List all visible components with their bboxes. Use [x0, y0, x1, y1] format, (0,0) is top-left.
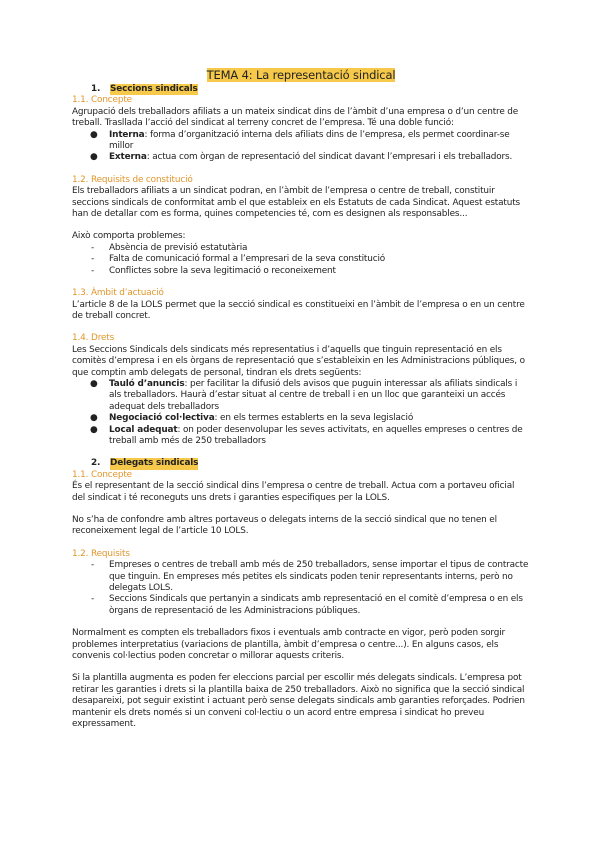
- section-heading-2: 2. Delegats sindicals: [91, 458, 199, 469]
- paragraph-concepte-2: És el representant de la secció sindical dins l’empresa o centre de treball. Actua com a portaveu oficial del sindicat i té reconeguts uns drets i garanties especifiques per la LOLS.: [72, 481, 515, 503]
- paragraph-drets: Les Seccions Sindicals dels sindicats més representatius i d’aquells que tinguin representació en els comitès d’empresa i en els òrgans de representació que s’estableixin en les Administracions públiques, o que comptin amb delegats de personal, tindran els drets següents:: [72, 344, 525, 378]
- list-item: ● Tauló d’anuncis: per facilitar la difusió dels avisos que puguin interessar als afiliats sindicals i als treballadors. Haurà d’estar situat al centre de treball i en un lloc que garanteixi un accés adequat dels treballadors: [90, 378, 518, 412]
- bullet-list-drets: [72, 379, 530, 447]
- list-item: - Seccions Sindicals que pertanyin a sindicats amb representació en el comitè d’empresa o en els òrgans de representació de les Administracions públiques.: [91, 594, 523, 616]
- subheading-requisits-2: 1.2. Requisits: [72, 548, 130, 559]
- paragraph-requisits: Els treballadors afiliats a un sindicat podran, en l’àmbit de l’empresa o centre de treball, constituir seccions sindicals de conformitat amb el que estableix en els Estatuts de cada Sindicat. Aquest estatuts han de detallar com es forma, quines competencies té, com es designen als responsables...: [72, 186, 521, 220]
- subheading-requisits-constitucio: 1.2. Requisits de constitució: [72, 174, 193, 185]
- list-item: - Conflictes sobre la seva legitimació o reconeixement: [91, 265, 336, 276]
- list-item: - Absència de previsió estatutària: [91, 242, 248, 253]
- paragraph-problemes: Això comporta problemes:: [72, 231, 186, 242]
- list-item: - Falta de comunicació formal a l’empresari de la seva constitució: [91, 254, 386, 265]
- section-heading-1: 1. Seccions sindicals: [91, 84, 198, 94]
- document-content: [72, 68, 530, 731]
- paragraph-concepte: Agrupació dels treballadors afiliats a un mateix sindicat dins de l’àmbit d’una empresa o d’un centre de treball. Trasllada l’acció del sindicat al terreny concret de l’empresa. Té una doble funció:: [72, 106, 519, 129]
- page-title: TEMA 4: La representació sindical: [206, 68, 396, 82]
- paragraph-treballadors: Normalment es compten els treballadors fixos i eventuals amb contracte en vigor, però poden sorgir problemes interpretatius (variacions de plantilla, àmbit d’empresa o centre...). En alguns casos, els convenis col·lectius poden concretar o millorar aquests criteris.: [72, 628, 506, 662]
- bullet-list-funcions: [72, 130, 530, 164]
- paragraph-ambit: L’article 8 de la LOLS permet que la secció sindical es constitueixi en l’àmbit de l’empresa o en un centre de treball concret.: [72, 299, 525, 321]
- subheading-ambit: 1.3. Àmbit d’actuació: [72, 288, 164, 299]
- paragraph-plantilla: Si la plantilla augmenta es poden fer eleccions parcial per escollir més delegats sindicals. L’empresa pot retirar les garanties i drets si la plantilla baixa de 250 treballadors. Això no significa que la secció sindical desapareixi, pot seguir existint i actuant però sense delegats sindicals amb garanties reforçades. Podrien mantenir els drets només si un conveni col·lectiu o un acord entre empresa i sindicat ho preveu expressament.: [72, 673, 525, 730]
- list-item: ● Externa: actua com òrgan de representació del sindicat davant l’empresari i els treballadors.: [90, 152, 513, 163]
- list-item: ● Negociació col·lectiva: en els termes establerts en la seva legislació: [90, 413, 414, 424]
- paragraph-confondre: No s’ha de confondre amb altres portaveus o delegats interns de la secció sindical que no tenen el reconeixement legal de l’article 10 LOLS.: [72, 515, 497, 537]
- subheading-concepte: 1.1. Concepte: [72, 95, 132, 106]
- list-item: - Empreses o centres de treball amb més de 250 treballadors, sense importar el tipus de contracte que tinguin. En empreses més petites els sindicats poden tenir representants interns, però no delegats LOLS.: [91, 560, 529, 594]
- list-item: ● Local adequat: on poder desenvolupar les seves activitats, en aquelles empreses o centres de treball amb més de 250 treballadors: [90, 424, 523, 446]
- list-item: ● Interna: forma d’organització interna dels afiliats dins de l’empresa, els permet coordinar-se millor: [90, 129, 510, 152]
- dash-list-problemes: [72, 243, 530, 277]
- subheading-drets: 1.4. Drets: [72, 333, 115, 344]
- dash-list-requisits: [72, 560, 530, 617]
- subheading-concepte-2: 1.1. Concepte: [72, 469, 132, 480]
